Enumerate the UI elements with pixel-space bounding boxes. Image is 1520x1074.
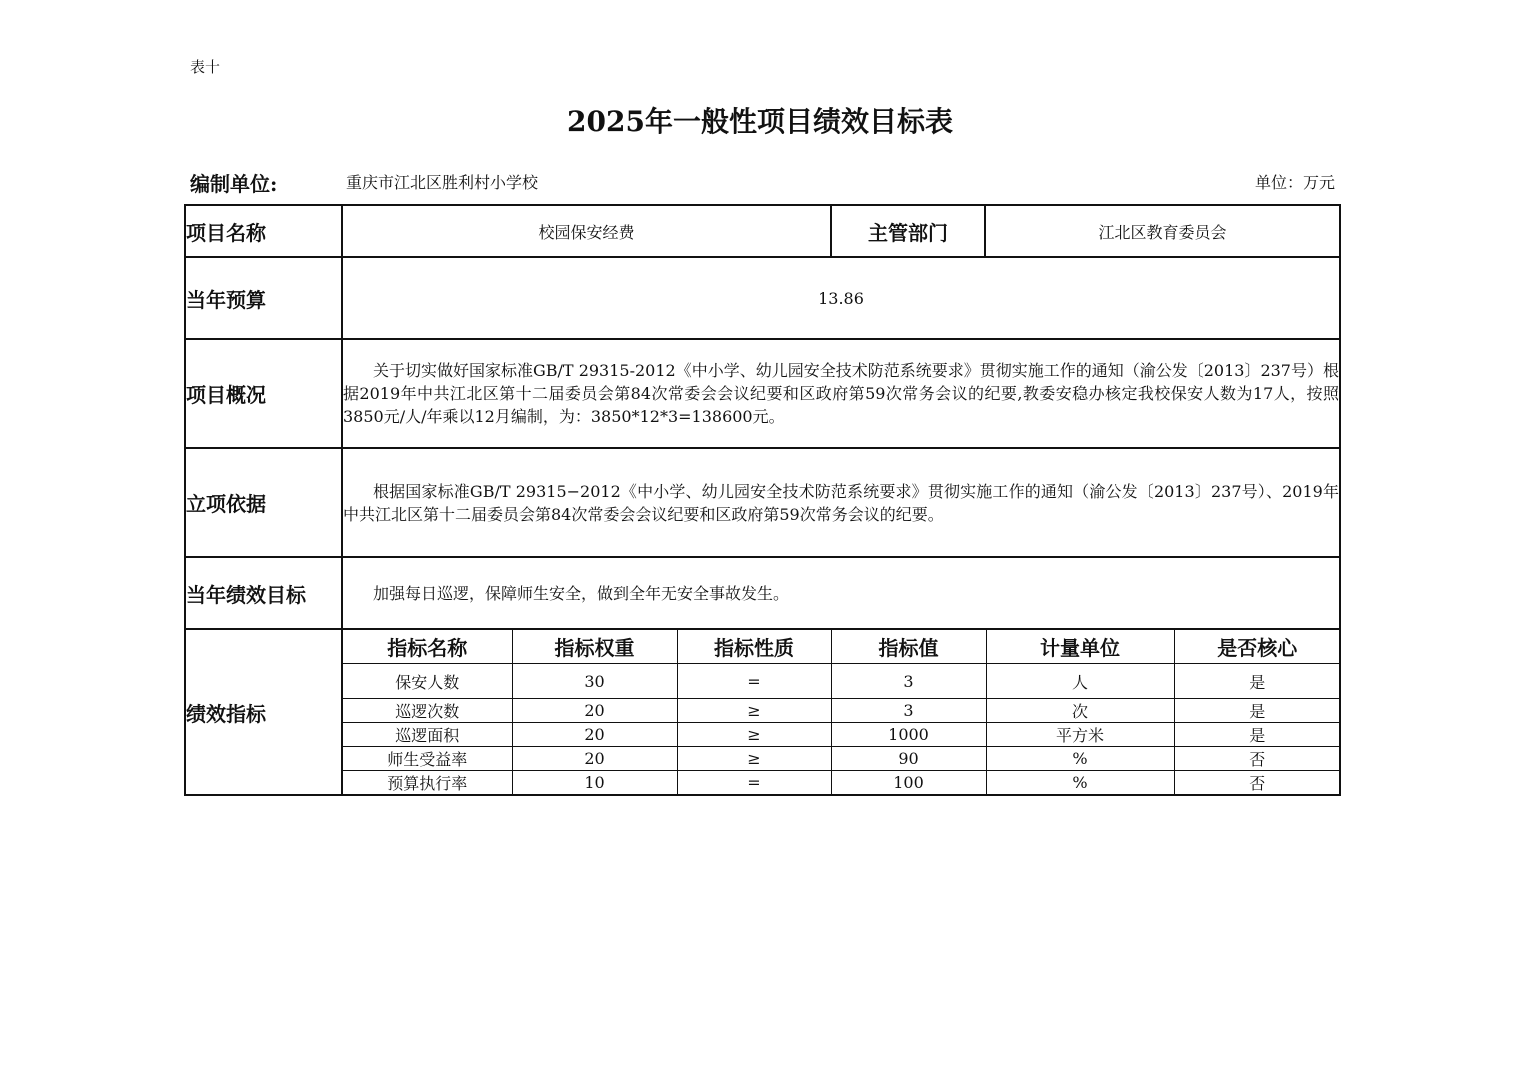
table-row	[185, 557, 1340, 629]
indicator-cell: 20	[512, 723, 677, 747]
compile-unit-label: 编制单位:	[190, 172, 278, 196]
indicator-header: 指标名称	[343, 630, 512, 664]
overview-text: 关于切实做好国家标准GB/T 29315-2012《中小学、幼儿园安全技术防范系统要求》贯彻实施工作的通知（渝公发〔2013〕237号）根据2019年中共江北区第十二届委员会第84次常委会会议纪要和区政府第59次常务会议的纪要,教委安稳办核定我校保安人数为17人，按照3850元/人/年乘以12月编制，为：3850*12*3=138600元。	[343, 361, 1339, 426]
table-row	[185, 205, 1340, 257]
indicator-cell: 预算执行率	[343, 771, 512, 795]
indicator-cell: 30	[512, 664, 677, 699]
indicator-cell: 保安人数	[343, 664, 512, 699]
indicator-cell: 是	[1174, 664, 1340, 699]
project-name-value: 校园保安经费	[342, 205, 831, 257]
overview-value	[342, 339, 1340, 448]
indicator-cell: 20	[512, 747, 677, 771]
indicator-row	[343, 664, 1340, 699]
page-title: 2025年一般性项目绩效目标表	[567, 105, 953, 138]
indicator-header: 计量单位	[986, 630, 1174, 664]
indicator-cell: 巡逻面积	[343, 723, 512, 747]
indicator-cell: ≥	[677, 747, 831, 771]
indicator-cell: 100	[831, 771, 986, 795]
indicator-cell: 10	[512, 771, 677, 795]
indicators-cell	[342, 629, 1340, 795]
indicator-cell: 平方米	[986, 723, 1174, 747]
performance-table	[184, 204, 1341, 796]
indicator-cell: 师生受益率	[343, 747, 512, 771]
indicator-cell: 巡逻次数	[343, 699, 512, 723]
indicator-cell: 3	[831, 699, 986, 723]
dept-value: 江北区教育委员会	[985, 205, 1340, 257]
table-number: 表十	[190, 58, 221, 76]
indicator-row	[343, 771, 1340, 795]
indicator-cell: 1000	[831, 723, 986, 747]
indicator-cell: %	[986, 771, 1174, 795]
indicator-header: 是否核心	[1174, 630, 1340, 664]
basis-label: 立项依据	[185, 448, 342, 557]
basis-value	[342, 448, 1340, 557]
budget-label: 当年预算	[185, 257, 342, 339]
indicator-cell: 人	[986, 664, 1174, 699]
compile-unit-name: 重庆市江北区胜利村小学校	[346, 173, 539, 192]
indicator-cell: 否	[1174, 771, 1340, 795]
budget-value: 13.86	[342, 257, 1340, 339]
indicator-cell: ≥	[677, 723, 831, 747]
table-row	[185, 339, 1340, 448]
indicator-cell: =	[677, 664, 831, 699]
indicator-row	[343, 723, 1340, 747]
indicator-cell: ≥	[677, 699, 831, 723]
indicator-header-row	[343, 630, 1340, 664]
project-name-label: 项目名称	[185, 205, 342, 257]
money-unit: 单位：万元	[1254, 173, 1335, 192]
indicator-cell: 是	[1174, 723, 1340, 747]
unit-row	[190, 168, 1335, 196]
indicator-row	[343, 699, 1340, 723]
dept-label: 主管部门	[831, 205, 985, 257]
indicator-cell: 次	[986, 699, 1174, 723]
goal-value: 加强每日巡逻，保障师生安全，做到全年无安全事故发生。	[342, 557, 1340, 629]
indicator-header: 指标权重	[512, 630, 677, 664]
indicator-cell: =	[677, 771, 831, 795]
basis-text: 根据国家标准GB/T 29315−2012《中小学、幼儿园安全技术防范系统要求》贯彻实施工作的通知（渝公发〔2013〕237号）、2019年中共江北区第十二届委员会第84次常委会会议纪要和区政府第59次常务会议的纪要。	[343, 481, 1339, 524]
indicator-cell: 20	[512, 699, 677, 723]
indicator-cell: 是	[1174, 699, 1340, 723]
indicator-header: 指标值	[831, 630, 986, 664]
table-row	[185, 629, 1340, 795]
indicator-header: 指标性质	[677, 630, 831, 664]
table-row	[185, 257, 1340, 339]
indicator-cell: 3	[831, 664, 986, 699]
indicator-row	[343, 747, 1340, 771]
indicator-cell: %	[986, 747, 1174, 771]
indicators-table	[343, 630, 1340, 794]
indicators-label: 绩效指标	[185, 629, 342, 795]
table-row	[185, 448, 1340, 557]
indicator-cell: 90	[831, 747, 986, 771]
indicator-cell: 否	[1174, 747, 1340, 771]
goal-label: 当年绩效目标	[185, 557, 342, 629]
overview-label: 项目概况	[185, 339, 342, 448]
